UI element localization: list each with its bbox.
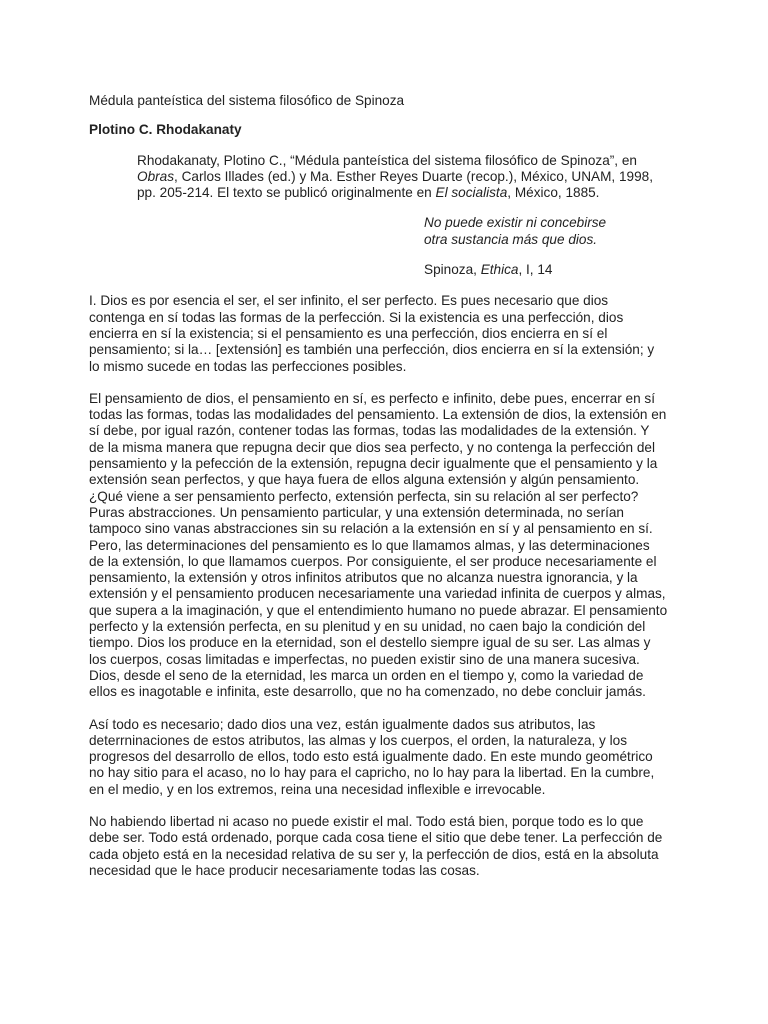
citation-line-3-pre: pp. 205-214. El texto se publicó originalmente en (137, 185, 436, 201)
paragraph-line: pensamiento y la pefección de la extensión, repugna decir igualmente que el pensamiento y la (89, 456, 658, 472)
paragraph-line: lo mismo sucede en todas las perfecciones posibles. (89, 358, 407, 374)
paragraph-1 (89, 293, 687, 374)
paragraph-line: contenga en sí todas las formas de la perfección. Si la existencia es una perfección, dios (89, 309, 624, 325)
paragraph-line: que supera a la imaginación, y que el entendimiento humano no puede abrazar. El pensamiento (89, 602, 668, 618)
epigraph-source (424, 262, 689, 278)
body-text (89, 293, 689, 879)
paragraph-line: ¿Qué viene a ser pensamiento perfecto, extensión perfecta, sin su relación al ser perfecto? (89, 488, 639, 504)
paragraph-line: Dios, desde el seno de la eternidad, les marca un orden en el tiempo y, como la variedad de (89, 667, 644, 683)
paragraph-line: de la extensión, lo que llamamos cuerpos. Por consiguiente, el ser produce necesariamente el (89, 553, 657, 569)
paragraph-line: en el medio, y en los extremos, reina una necesidad inflexible e irrevocable. (89, 781, 546, 797)
paragraph-line: perfecto y la extensión perfecta, en su plenitud y en su unidad, no caen bajo la condición del (89, 619, 646, 635)
document-author: Plotino C. Rhodakanaty (89, 122, 242, 138)
epigraph-line-1: No puede existir ni concebirse (424, 215, 607, 231)
citation-periodical-title: El socialista (435, 185, 508, 201)
paragraph-line: pensamiento; si la… [extensión] es también una perfección, dios encierra en sí la extensión; y (89, 342, 655, 358)
paragraph-line: Puras abstracciones. Un pensamiento particular, y una extensión determinada, no serían (89, 504, 624, 520)
paragraph-line: El pensamiento de dios, el pensamiento en sí, es perfecto e infinito, debe pues, encerrar en sí (89, 390, 655, 406)
citation-book-title: Obras (137, 168, 175, 184)
paragraph-line: extensión sean perfectos, y que haya fuera de ellos alguna extensión y algún pensamiento. (89, 472, 640, 488)
citation-line-1: Rhodakanaty, Plotino C., “Médula panteística del sistema filosófico de Spinoza”, en (137, 152, 637, 168)
paragraph-line: tampoco sino vanas abstracciones sin su relación a la extensión en sí y al pensamiento en sí. (89, 521, 653, 537)
paragraph-line: los cuerpos, cosas limitadas e imperfectas, no pueden existir sino de una manera sucesiva. (89, 651, 640, 667)
citation-line-2 (137, 169, 697, 185)
paragraph-line: No habiendo libertad ni acaso no puede existir el mal. Todo está bien, porque todo es lo que (89, 813, 644, 829)
epigraph-source-pre: Spinoza, (424, 262, 481, 278)
epigraph (424, 215, 689, 248)
paragraph-line: progresos del desarrollo de ellos, todo esto está igualmente dado. En este mundo geométrico (89, 749, 653, 765)
paragraph-4 (89, 814, 687, 879)
paragraph-line: Así todo es necesario; dado dios una vez, están igualmente dados sus atributos, las (89, 716, 596, 732)
epigraph-source-post: , I, 14 (518, 262, 553, 278)
paragraph-2 (89, 391, 687, 701)
paragraph-line: necesidad que le hace producir necesariamente todas las cosas. (89, 862, 480, 878)
paragraph-line: todas las formas, todas las modalidades del pensamiento. La extensión de dios, la extensión en (89, 407, 667, 423)
bibliographic-citation (137, 153, 697, 202)
paragraph-line: ellos es inagotable e infinita, este desarrollo, que no ha comenzado, no debe concluir jamás. (89, 684, 646, 700)
citation-line-2-rest: , Carlos Illades (ed.) y Ma. Esther Reyes Duarte (recop.), México, UNAM, 1998, (174, 168, 653, 184)
paragraph-line: extensión y el pensamiento producen necesariamente una variedad infinita de cuerpos y almas, (89, 586, 666, 602)
paragraph-line: debe ser. Todo está ordenado, porque cada cosa tiene el sitio que debe tener. La perfección de (89, 830, 663, 846)
paragraph-line: de la misma manera que repugna decir que dios sea perfecto, y no contenga la perfección del (89, 439, 655, 455)
paragraph-line: pensamiento, la extensión y otros infinitos atributos que no alcanza nuestra ignorancia, y la (89, 570, 638, 586)
epigraph-line-2: otra sustancia más que dios. (424, 231, 598, 247)
paragraph-3 (89, 717, 687, 798)
paragraph-line: no hay sitio para el acaso, no lo hay para el capricho, no lo hay para la libertad. En la cumbre, (89, 765, 655, 781)
paragraph-line: encierra en sí la existencia; si el pensamiento es una perfección, dios encierra en sí el (89, 325, 608, 341)
citation-line-3 (137, 185, 697, 201)
paragraph-line: sí debe, por igual razón, contener todas las formas, todas las modalidades de la extensión. Y (89, 423, 650, 439)
paragraph-line: cada objeto está en la necesidad relativa de su ser y, la perfección de dios, está en la absoluta (89, 846, 659, 862)
document-title: Médula panteística del sistema filosófico de Spinoza (89, 93, 405, 108)
paragraph-line: I. Dios es por esencia el ser, el ser infinito, el ser perfecto. Es pues necesario que dios (89, 293, 609, 309)
paragraph-line: Pero, las determinaciones del pensamiento es lo que llamamos almas, y las determinaciones (89, 537, 650, 553)
citation-line-3-post: , México, 1885. (507, 185, 600, 201)
paragraph-line: deterrninaciones de estos atributos, las almas y los cuerpos, el orden, la naturaleza, y los (89, 732, 627, 748)
epigraph-source-work: Ethica (480, 262, 519, 278)
document-page (89, 93, 689, 895)
paragraph-line: tiempo. Dios los produce en la eternidad, son el destello siempre igual de su ser. Las almas y (89, 635, 651, 651)
